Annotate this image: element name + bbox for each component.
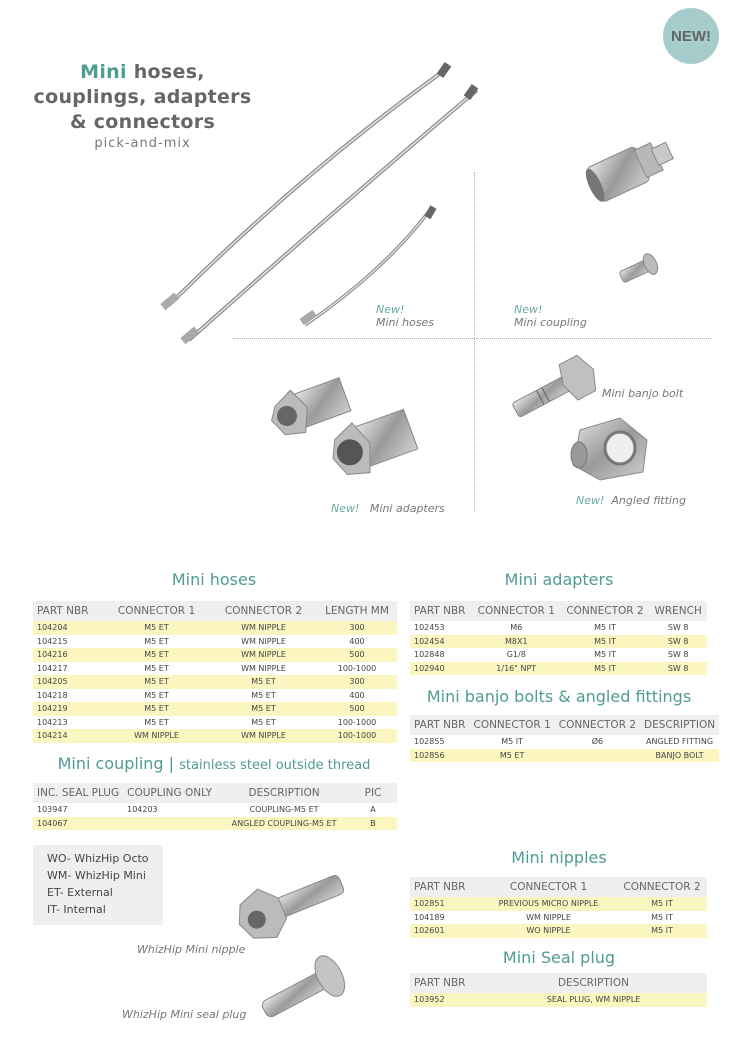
new-label: New! [514, 303, 543, 316]
hose-long [169, 70, 445, 305]
col-header: CONNECTOR 2 [617, 877, 707, 897]
table-row [410, 911, 707, 925]
legend-item: WO- WhizHip Octo [47, 852, 149, 865]
table-row [410, 924, 707, 938]
mini-adapters-table [410, 601, 707, 675]
table-cell: 102848 [414, 650, 445, 660]
table-cell: WM NIPPLE [210, 729, 317, 743]
table-header-row [410, 601, 707, 621]
caption-text: WhizHip Mini nipple [137, 943, 246, 956]
table-cell: 104213 [37, 717, 68, 727]
caption-text: WhizHip Mini seal plug [122, 1008, 247, 1021]
section-title-mini-seal-plug: Mini Seal plug [502, 948, 616, 967]
table-cell: 100-1000 [337, 717, 377, 727]
table-cell: 104204 [33, 621, 103, 635]
table-cell: WM NIPPLE [526, 912, 571, 922]
table-cell: 102855 [414, 737, 445, 747]
mini-hoses-table [33, 601, 397, 743]
col-header: PART NBR [33, 601, 103, 621]
table-cell: COUPLING-M5 ET [249, 805, 319, 815]
table-cell: 100-1000 [317, 729, 397, 743]
section-title-mini-nipples: Mini nipples [511, 848, 607, 867]
coupling-title: Mini coupling [57, 754, 164, 773]
table-cell: SW 8 [649, 635, 707, 649]
table-cell: SW 8 [649, 662, 707, 676]
table-header-row [410, 973, 707, 993]
table-cell: 102454 [410, 635, 472, 649]
table-cell: 104067 [33, 817, 123, 831]
table-cell: M5 ET [210, 675, 317, 689]
table-row [410, 897, 707, 911]
caption-text: Mini banjo bolt [602, 387, 684, 400]
caption-mini-adapters [331, 502, 445, 515]
coupling-separator: | [163, 754, 180, 773]
col-header: INC. SEAL PLUG [33, 783, 123, 803]
col-header: DESCRIPTION [219, 783, 349, 803]
table-cell: M5 ET [103, 648, 210, 662]
table-row [33, 635, 397, 649]
caption-text: Mini coupling [514, 316, 587, 329]
table-cell: M5 ET [144, 636, 169, 646]
table-row [33, 716, 397, 730]
table-header-row [410, 877, 707, 897]
col-header: COUPLING ONLY [123, 783, 219, 803]
table-cell: 400 [349, 636, 365, 646]
col-header: LENGTH MM [317, 601, 397, 621]
table-cell: M5 IT [651, 912, 673, 922]
mini-coupling-image [580, 125, 690, 295]
col-header: CONNECTOR 2 [561, 601, 650, 621]
table-cell: 102940 [410, 662, 472, 676]
table-cell: 102453 [414, 623, 445, 633]
legend-item: IT- Internal [47, 903, 106, 916]
table-cell: WO NIPPLE [480, 924, 617, 938]
col-header: CONNECTOR 2 [555, 715, 640, 735]
col-header: CONNECTOR 1 [103, 601, 210, 621]
table-row [410, 648, 707, 662]
table-cell: M5 IT [561, 662, 650, 676]
table-cell: M5 ET [251, 717, 276, 727]
table-cell: WM NIPPLE [210, 648, 317, 662]
mini-nipples-table [410, 877, 707, 938]
table-cell: SEAL PLUG, WM NIPPLE [480, 993, 707, 1007]
table-row [410, 621, 707, 635]
table-cell: M5 ET [144, 690, 169, 700]
table-cell: M5 ET [469, 749, 554, 763]
table-cell: 104218 [37, 690, 68, 700]
table-cell: 104189 [414, 912, 445, 922]
table-cell: M5 IT [594, 623, 616, 633]
table-cell: M5 IT [617, 897, 707, 911]
table-cell: PREVIOUS MICRO NIPPLE [480, 897, 617, 911]
col-header: PART NBR [410, 973, 480, 993]
table-cell: M5 IT [594, 650, 616, 660]
table-cell [555, 749, 640, 763]
table-row [33, 662, 397, 676]
table-cell: 102856 [410, 749, 469, 763]
table-cell: 103947 [37, 805, 68, 815]
legend-item: ET- External [47, 886, 113, 899]
table-cell: 104203 [127, 805, 158, 815]
section-title-mini-adapters: Mini adapters [504, 570, 614, 589]
table-cell: M5 IT [561, 635, 650, 649]
table-cell: ANGLED COUPLING-M5 ET [219, 817, 349, 831]
section-title-mini-coupling [30, 754, 398, 773]
table-cell: 104215 [37, 636, 68, 646]
table-cell: SW 8 [667, 623, 689, 633]
table-cell: Ø6 [591, 737, 604, 747]
col-header: PART NBR [410, 877, 480, 897]
caption-text: Angled fitting [611, 494, 686, 507]
whizhip-mini-nipple-image [235, 862, 355, 942]
table-row [33, 675, 397, 689]
col-header: PART NBR [410, 601, 472, 621]
col-header: DESCRIPTION [480, 973, 707, 993]
table-cell: M5 ET [103, 675, 210, 689]
mini-seal-plug-table [410, 973, 707, 1007]
table-cell: 104217 [37, 663, 68, 673]
caption-mini-coupling [514, 303, 587, 329]
table-header-row [33, 601, 397, 621]
table-cell: WM NIPPLE [241, 663, 286, 673]
table-row [33, 702, 397, 716]
caption-angled-fitting [576, 494, 686, 507]
table-cell: 102601 [410, 924, 480, 938]
new-label: New! [576, 494, 605, 507]
col-header: DESCRIPTION [640, 715, 719, 735]
table-cell: 400 [349, 690, 365, 700]
table-cell: M6 [510, 623, 523, 633]
title-subtitle: pick-and-mix [94, 136, 191, 151]
mini-adapters-image [270, 375, 420, 490]
table-row [33, 648, 397, 662]
table-header-row [410, 715, 719, 735]
table-cell: 104205 [33, 675, 103, 689]
col-header: CONNECTOR 1 [472, 601, 561, 621]
caption-whizhip-mini-seal-plug [122, 1008, 246, 1021]
table-cell: WM NIPPLE [103, 729, 210, 743]
new-badge: NEW! [663, 8, 719, 64]
table-row [410, 749, 719, 763]
table-cell: 300 [317, 621, 397, 635]
table-cell: M8X1 [472, 635, 561, 649]
table-row [410, 662, 707, 676]
col-header: CONNECTOR 1 [469, 715, 554, 735]
table-cell: SW 8 [667, 650, 689, 660]
table-cell: 1/16" NPT [472, 662, 561, 676]
table-cell: B [349, 817, 397, 831]
table-row [33, 803, 397, 817]
caption-text: Mini adapters [369, 502, 445, 515]
coupling-subtitle: stainless steel outside thread [179, 758, 371, 773]
table-cell: M5 ET [144, 663, 169, 673]
col-header: WRENCH [649, 601, 707, 621]
table-cell: M5 ET [251, 690, 276, 700]
caption-mini-hoses [376, 303, 434, 329]
col-header: PART NBR [410, 715, 469, 735]
table-cell: ANGLED FITTING [646, 737, 714, 747]
section-title-mini-hoses: Mini hoses [171, 570, 257, 589]
title-line-1-rest: hoses, [126, 61, 205, 83]
caption-whizhip-mini-nipple [137, 943, 245, 956]
table-cell: 500 [317, 702, 397, 716]
legend-item: WM- WhizHip Mini [47, 869, 146, 882]
col-header: CONNECTOR 1 [480, 877, 617, 897]
caption-mini-banjo-bolt [602, 387, 683, 400]
table-row [33, 817, 397, 831]
title-line-3: & connectors [69, 111, 216, 133]
table-cell: M5 ET [103, 702, 210, 716]
angled-fitting-image [565, 410, 655, 485]
table-cell: M5 IT [617, 924, 707, 938]
table-row [410, 993, 707, 1007]
table-cell: 104214 [33, 729, 103, 743]
table-cell: 104216 [33, 648, 103, 662]
table-cell: WM NIPPLE [210, 621, 317, 635]
col-header: CONNECTOR 2 [210, 601, 317, 621]
table-cell: M5 ET [144, 717, 169, 727]
table-row [33, 689, 397, 703]
section-title-mini-banjo-bolts: Mini banjo bolts & angled fittings [426, 687, 692, 706]
table-cell: 100-1000 [337, 663, 377, 673]
table-cell: 102851 [410, 897, 480, 911]
table-row [33, 621, 397, 635]
divider-vertical [474, 172, 475, 512]
abbreviation-legend [33, 845, 163, 925]
table-cell: M5 ET [103, 621, 210, 635]
caption-text: Mini hoses [376, 316, 435, 329]
whizhip-mini-seal-plug-image [250, 942, 360, 1032]
mini-coupling-table [33, 783, 397, 830]
title-line-2: couplings, adapters [33, 86, 252, 108]
table-row [410, 735, 719, 749]
table-cell: WM NIPPLE [241, 636, 286, 646]
table-cell: M5 IT [501, 737, 523, 747]
table-row [410, 635, 707, 649]
table-cell [123, 817, 219, 831]
table-row [33, 729, 397, 743]
table-cell: A [370, 805, 376, 815]
mini-banjo-table [410, 715, 719, 762]
new-label: New! [331, 502, 360, 515]
table-cell: G1/8 [506, 650, 526, 660]
table-cell: BANJO BOLT [640, 749, 719, 763]
new-label: New! [376, 303, 405, 316]
table-cell: 300 [317, 675, 397, 689]
title-accent: Mini [80, 61, 127, 83]
table-cell: 104219 [33, 702, 103, 716]
col-header: PIC [349, 783, 397, 803]
table-cell: 103952 [410, 993, 480, 1007]
table-header-row [33, 783, 397, 803]
table-cell: 500 [317, 648, 397, 662]
table-cell: M5 ET [210, 702, 317, 716]
